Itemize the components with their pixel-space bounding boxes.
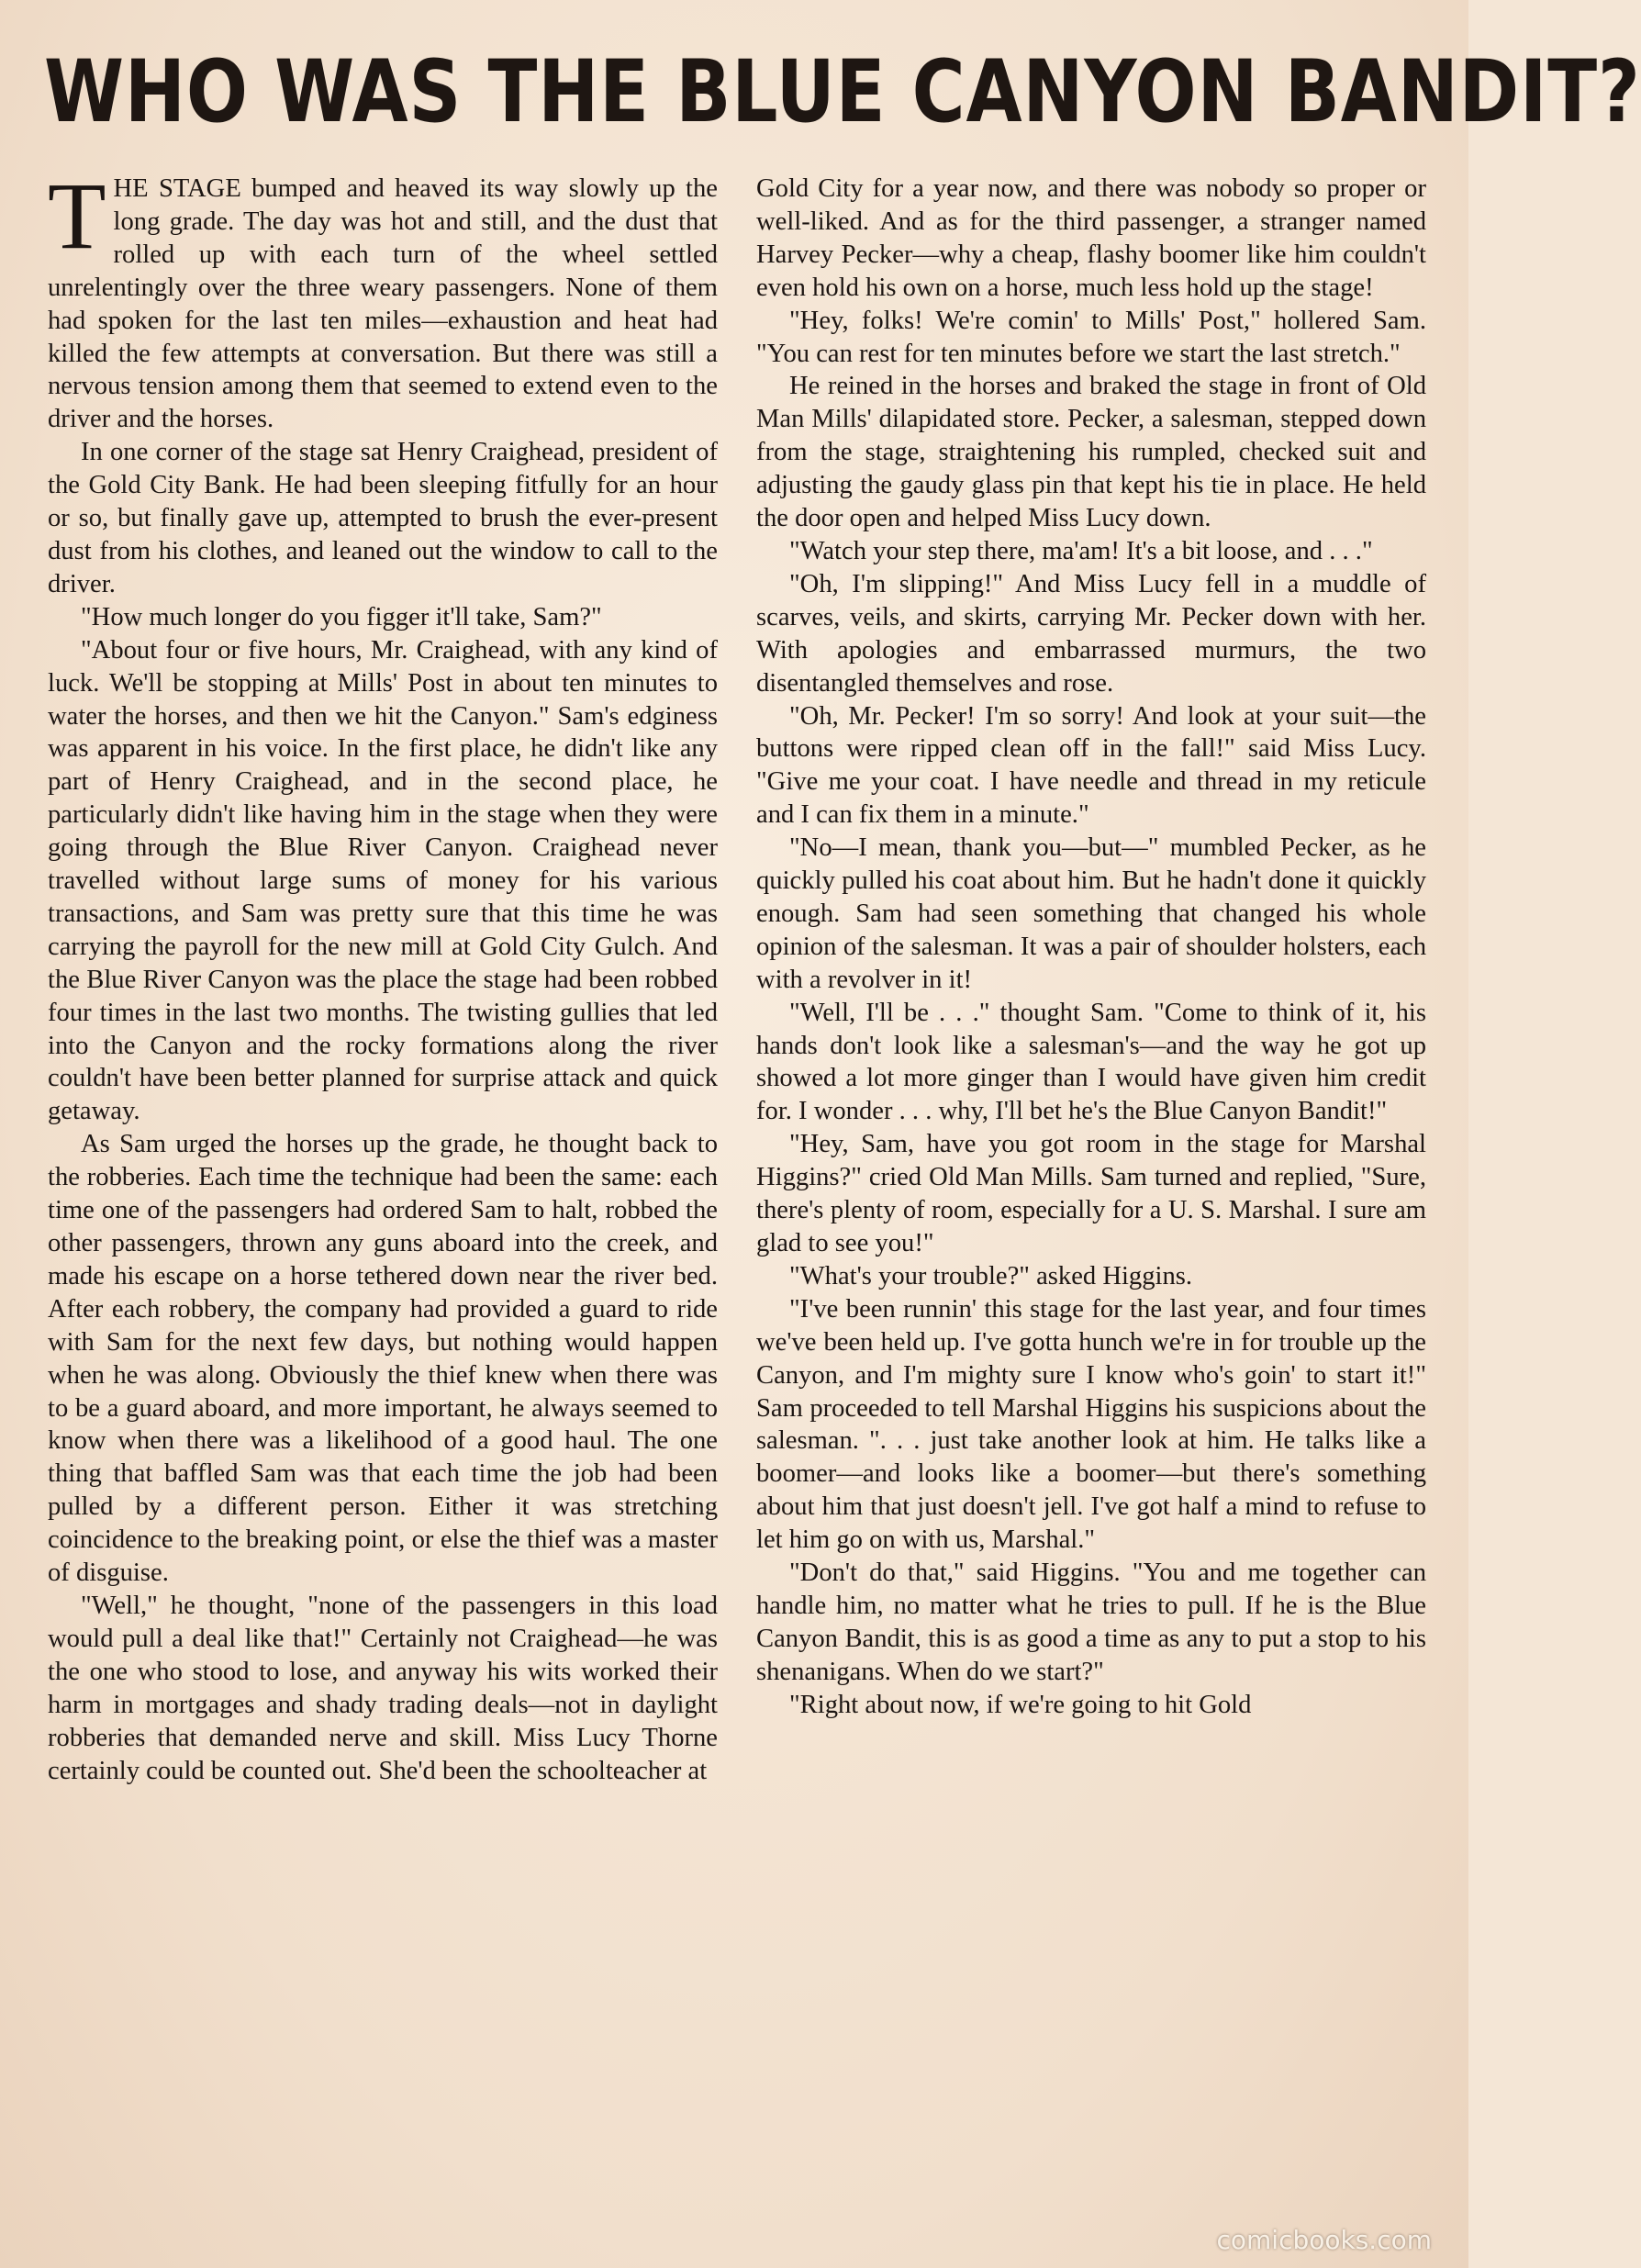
paragraph-1 — [48, 163, 718, 436]
paragraph-2: In one corner of the stage sat Henry Craighead, president of the Gold City Bank. He had been sleeping fitfully for an hour or so, but finally gave up, attempted to brush the ever-present dust from his clothes, and leaned out the window to call to the driver. — [48, 438, 718, 598]
paragraph-12: "Oh, Mr. Pecker! I'm so sorry! And look at your suit—the buttons were ripped clean off in the fall!" said Miss Lucy. "Give me your coat. I have needle and thread in my reticule and I can fix them in a minute." — [756, 701, 1426, 830]
paragraph-16: "What's your trouble?" asked Higgins. — [789, 1261, 1193, 1290]
paragraph-5: As Sam urged the horses up the grade, he thought back to the robberies. Each time the technique had been the same: each time one of the passengers had ordered Sam to halt, robbed the other passengers, thrown any guns aboard into the creek, and made his escape on a horse tethered down near the river bed. After each robbery, the company had provided a guard to ride with Sam for the next few days, but nothing would happen when he was along. Obviously the thief knew when there was to be a guard aboard, and more important, he always seemed to know when there was a likelihood of a good haul. The one thing that baffled Sam was that each time the job had been pulled by a different person. Either it was stretching coincidence to the breaking point, or else the thief was a master of disguise. — [48, 1130, 718, 1588]
paragraph-9: He reined in the horses and braked the stage in front of Old Man Mills' dilapidated store. Pecker, a salesman, stepped down from the stage, straightening his rumpled, checked suit and adjusting the gaudy glass pin that kept his tie in place. He held the door open and helped Miss Lucy down. — [756, 372, 1426, 533]
paragraph-1-text: HE STAGE bumped and heaved its way slowly up the long grade. The day was hot and still, and the dust that rolled up with each turn of the wheel settled unrelentingly over the three weary passengers. None of them had spoken for the last ten miles—exhaustion and heat had killed the few attempts at conversation. But there was still a nervous tension among them that seemed to extend even to the driver and the horses. — [48, 174, 718, 434]
paragraph-15: "Hey, Sam, have you got room in the stage for Marshal Higgins?" cried Old Man Mills. Sam turned and replied, "Sure, there's plenty of room, especially for a U. S. Marshal. I sure am glad to see you!" — [756, 1130, 1426, 1257]
drop-cap: T — [48, 163, 106, 269]
paragraph-3: "How much longer do you figger it'll take, Sam?" — [81, 602, 602, 631]
paragraph-17: "I've been runnin' this stage for the last year, and four times we've been held up. I've gotta hunch we're in for trouble up the Canyon, and I'm mighty sure I know who's goin' to start it!" Sam proceeded to tell Marshal Higgins his suspicions about the salesman. ". . . just take another look at him. He talks like a boomer—and looks like a boomer—but there's something about him that just doesn't jell. I've got half a mind to refuse to let him go on with us, Marshal." — [756, 1294, 1426, 1555]
paragraph-13: "No—I mean, thank you—but—" mumbled Pecker, as he quickly pulled his coat about him. But he hadn't done it quickly enough. Sam had seen something that changed his whole opinion of the salesman. It was a pair of shoulder holsters, each with a revolver in it! — [756, 833, 1426, 994]
paragraph-14: "Well, I'll be . . ." thought Sam. "Come to think of it, his hands don't look like a salesman's—and the way he got up showed a lot more ginger than I would have given him credit for. I wonder . . . why, I'll bet he's the Blue Canyon Bandit!" — [756, 998, 1426, 1126]
paragraph-4: "About four or five hours, Mr. Craighead, with any kind of luck. We'll be stopping at Mills' Post in about ten minutes to water the horses, and then we hit the Canyon." Sam's edginess was apparent in his voice. In the first place, he didn't like any part of Henry Craighead, and in the second place, he particularly didn't like having him in the stage when they were going through the Blue River Canyon. Craighead never travelled without large sums of money for his various transactions, and Sam was pretty sure that this time he was carrying the payroll for the new mill at Gold City Gulch. And the Blue River Canyon was the place the stage had been robbed four times in the last two months. The twisting gullies that led into the Canyon and the rocky formations along the river couldn't have been better planned for surprise attack and quick getaway. — [48, 635, 718, 1126]
story-title: WHO WAS THE BLUE CANYON BANDIT? — [44, 42, 1641, 142]
site-watermark: comicbooks.com — [1216, 2225, 1432, 2255]
paragraph-7: Gold City for a year now, and there was nobody so proper or well-liked. And as for the third passenger, a stranger named Harvey Pecker—why a cheap, flashy boomer like him couldn't even hold his own on a horse, much less hold up the stage! — [756, 174, 1426, 302]
paragraph-19: "Right about now, if we're going to hit Gold — [789, 1690, 1252, 1719]
paragraph-18: "Don't do that," said Higgins. "You and me together can handle him, no matter what he tries to pull. If he is the Blue Canyon Bandit, this is as good a time as any to put a stop to his shenanigans. When do we start?" — [756, 1559, 1426, 1686]
paragraph-10: "Watch your step there, ma'am! It's a bit loose, and . . ." — [789, 536, 1373, 565]
paragraph-6: "Well," he thought, "none of the passengers in this load would pull a deal like that!" Certainly not Craighead—he was the one who stood to lose, and anyway his wits worked their harm in mortgages and shady trading deals—not in daylight robberies that demanded nerve and skill. Miss Lucy Thorne certainly could be counted out. She'd been the schoolteacher at — [48, 1591, 718, 1785]
paragraph-11: "Oh, I'm slipping!" And Miss Lucy fell in a muddle of scarves, veils, and skirts, carrying Mr. Pecker down with her. With apologies and embarrassed murmurs, the two disentangled themselves and rose. — [756, 569, 1426, 698]
right-column — [756, 173, 1426, 1722]
paragraph-8: "Hey, folks! We're comin' to Mills' Post," hollered Sam. "You can rest for ten minutes before we start the last stretch." — [756, 306, 1426, 368]
left-column — [48, 163, 718, 1787]
